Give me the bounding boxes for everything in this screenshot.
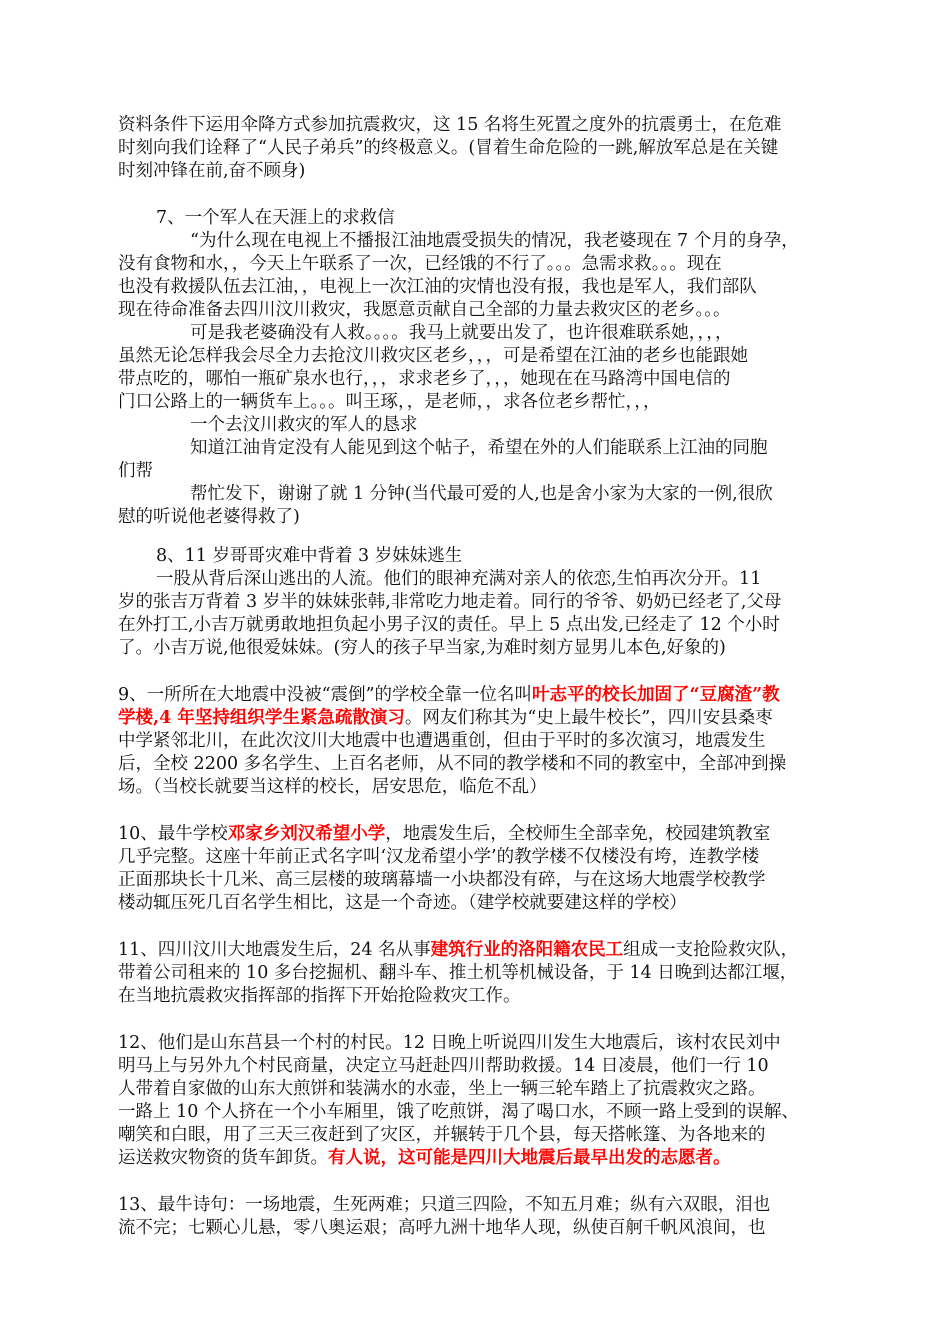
text-line: 一股从背后深山逃出的人流。他们的眼神充满对亲人的依恋,生怕再次分开。11	[156, 569, 762, 589]
text-line: 岁的张吉万背着 3 岁半的妹妹张韩,非常吃力地走着。同行的爷爷、奶奶已经老了,父母	[118, 592, 782, 612]
text-line	[118, 684, 838, 707]
text-line: 明马上与另外九个村民商量，决定立马赶赴四川帮助救援。14 日凌晨，他们一行 10	[118, 1056, 769, 1076]
text-run: ，地震发生后，全校师生全部幸免，校园建筑教室	[385, 824, 771, 844]
text-line: 们帮	[118, 461, 153, 481]
text-line: 在外打工,小吉万就勇敢地担负起小男子汉的责任。早上 5 点出发,已经走了 12 个小时	[118, 615, 780, 635]
text-line: 虽然无论怎样我会尽全力去抢汶川救灾区老乡，，，可是希望在江油的老乡也能跟她	[118, 346, 748, 366]
text-line	[118, 707, 838, 730]
text-line: 12、他们是山东莒县一个村的村民。12 日晚上听说四川发生大地震后，该村农民刘中	[118, 1033, 781, 1053]
text-line: 慰的听说他老婆得救了)	[118, 507, 300, 527]
document-page	[118, 114, 838, 1240]
text-run: 。网友们称其为“史上最牛校长”，四川安县桑枣	[404, 708, 773, 728]
section-12	[118, 1032, 838, 1170]
text-line: 楼动辄压死几百名学生相比，这是一个奇迹。（建学校就要建这样的学校）	[118, 893, 687, 913]
text-line: 几乎完整。这座十年前正式名字叫‘汉龙希望小学’的教学楼不仅楼没有垮，连教学楼	[118, 847, 760, 867]
section-7	[118, 207, 838, 529]
highlight-text: 建筑行业的洛阳籍农民工	[430, 940, 624, 960]
section-10	[118, 823, 838, 915]
text-line: 13、最牛诗句：一场地震，生死两难；只道三四险，不知五月难；纵有六双眼，泪也	[118, 1195, 771, 1215]
text-line	[118, 1147, 838, 1170]
text-line: 人带着自家做的山东大煎饼和装满水的水壶，坐上一辆三轮车踏上了抗震救灾之路。	[118, 1079, 766, 1099]
text-line: 时刻向我们诠释了“人民子弟兵”的终极意义。(冒着生命危险的一跳,解放军总是在关键	[118, 138, 779, 158]
text-line: “为什么现在电视上不播报江油地震受损失的情况，我老婆现在 7 个月的身孕，	[190, 231, 799, 251]
text-line: 场。（当校长就要当这样的校长，居安思危，临危不乱）	[118, 777, 547, 797]
text-line: 嘲笑和白眼，用了三天三夜赶到了灾区，并辗转于几个县，每天搭帐篷、为各地来的	[118, 1125, 766, 1145]
text-line	[118, 939, 838, 962]
text-line: 门口公路上的一辆货车上。。。叫王琢，，是老师，，求各位老乡帮忙，，，	[118, 392, 661, 412]
text-line: 资料条件下运用伞降方式参加抗震救灾，这 15 名将生死置之度外的抗震勇士，在危难	[118, 115, 782, 135]
text-line: 带点吃的，哪怕一瓶矿泉水也行，，，求求老乡了，，，她现在在马路湾中国电信的	[118, 369, 731, 389]
text-run: 10、最牛学校	[118, 824, 228, 844]
text-line: 可是我老婆确没有人救。。。。我马上就要出发了，也许很难联系她，，，，	[190, 323, 733, 343]
text-run: 11、四川汶川大地震发生后，24 名从事	[118, 940, 431, 960]
section-heading: 8、11 岁哥哥灾难中背着 3 岁妹妹逃生	[156, 546, 463, 566]
text-line: 时刻冲锋在前,奋不顾身)	[118, 161, 306, 181]
highlight-text: 学楼,4 年坚持组织学生紧急疏散演习	[118, 708, 405, 728]
text-line: 中学紧邻北川，在此次汶川大地震中也遭遇重创，但由于平时的多次演习，地震发生	[118, 731, 766, 751]
section-8	[118, 545, 838, 660]
paragraph-6-continued	[118, 114, 838, 183]
highlight-text: 邓家乡刘汉希望小学	[227, 824, 386, 844]
text-line: 一个去汶川救灾的军人的恳求	[190, 415, 418, 435]
text-line: 没有食物和水，，今天上午联系了一次，已经饿的不行了。。。急需求救。。。现在	[118, 254, 722, 274]
text-line: 现在待命准备去四川汶川救灾，我愿意贡献自己全部的力量去救灾区的老乡。。。	[118, 300, 731, 320]
section-13	[118, 1194, 838, 1240]
text-run: 9、一所所在大地震中没被“震倒”的学校全靠一位名叫	[118, 685, 533, 705]
highlight-text: 叶志平的校长加固了“豆腐渣”教	[532, 685, 780, 705]
text-line	[118, 823, 838, 846]
text-run: 组成一支抢险救灾队，	[623, 940, 799, 960]
section-11	[118, 939, 838, 1008]
text-run: 运送救灾物资的货车卸货。	[118, 1148, 328, 1168]
text-line: 帮忙发下，谢谢了就 1 分钟(当代最可爱的人,也是舍小家为大家的一例,很欣	[190, 484, 773, 504]
section-heading: 7、一个军人在天涯上的求救信	[156, 208, 395, 228]
text-line: 一路上 10 个人挤在一个小车厢里，饿了吃煎饼，渴了喝口水，不顾一路上受到的误解、	[118, 1102, 799, 1122]
text-line: 了。小吉万说,他很爱妹妹。(穷人的孩子早当家,为难时刻方显男儿本色,好象的)	[118, 638, 726, 658]
text-line: 后，全校 2200 多名学生、上百名老师，从不同的教学楼和不同的教室中，全部冲到操	[118, 754, 787, 774]
text-line: 正面那块长十几米、高三层楼的玻璃幕墙一小块都没有碎，与在这场大地震学校教学	[118, 870, 766, 890]
text-line: 也没有救援队伍去江油，，电视上一次江油的灾情也没有报，我也是军人，我们部队	[118, 277, 757, 297]
text-line: 知道江油肯定没有人能见到这个帖子，希望在外的人们能联系上江油的同胞	[190, 438, 768, 458]
section-9	[118, 684, 838, 799]
text-line: 带着公司租来的 10 多台挖掘机、翻斗车、推土机等机械设备，于 14 日晚到达都江堰，	[118, 963, 798, 983]
text-line: 流不完；七颗心儿悬，零八奥运艰；高呼九洲十地华人现，纵使百舸千帆风浪间，也	[118, 1218, 766, 1238]
highlight-text: 有人说，这可能是四川大地震后最早出发的志愿者。	[328, 1148, 731, 1168]
text-line: 在当地抗震救灾指挥部的指挥下开始抢险救灾工作。	[118, 986, 521, 1006]
